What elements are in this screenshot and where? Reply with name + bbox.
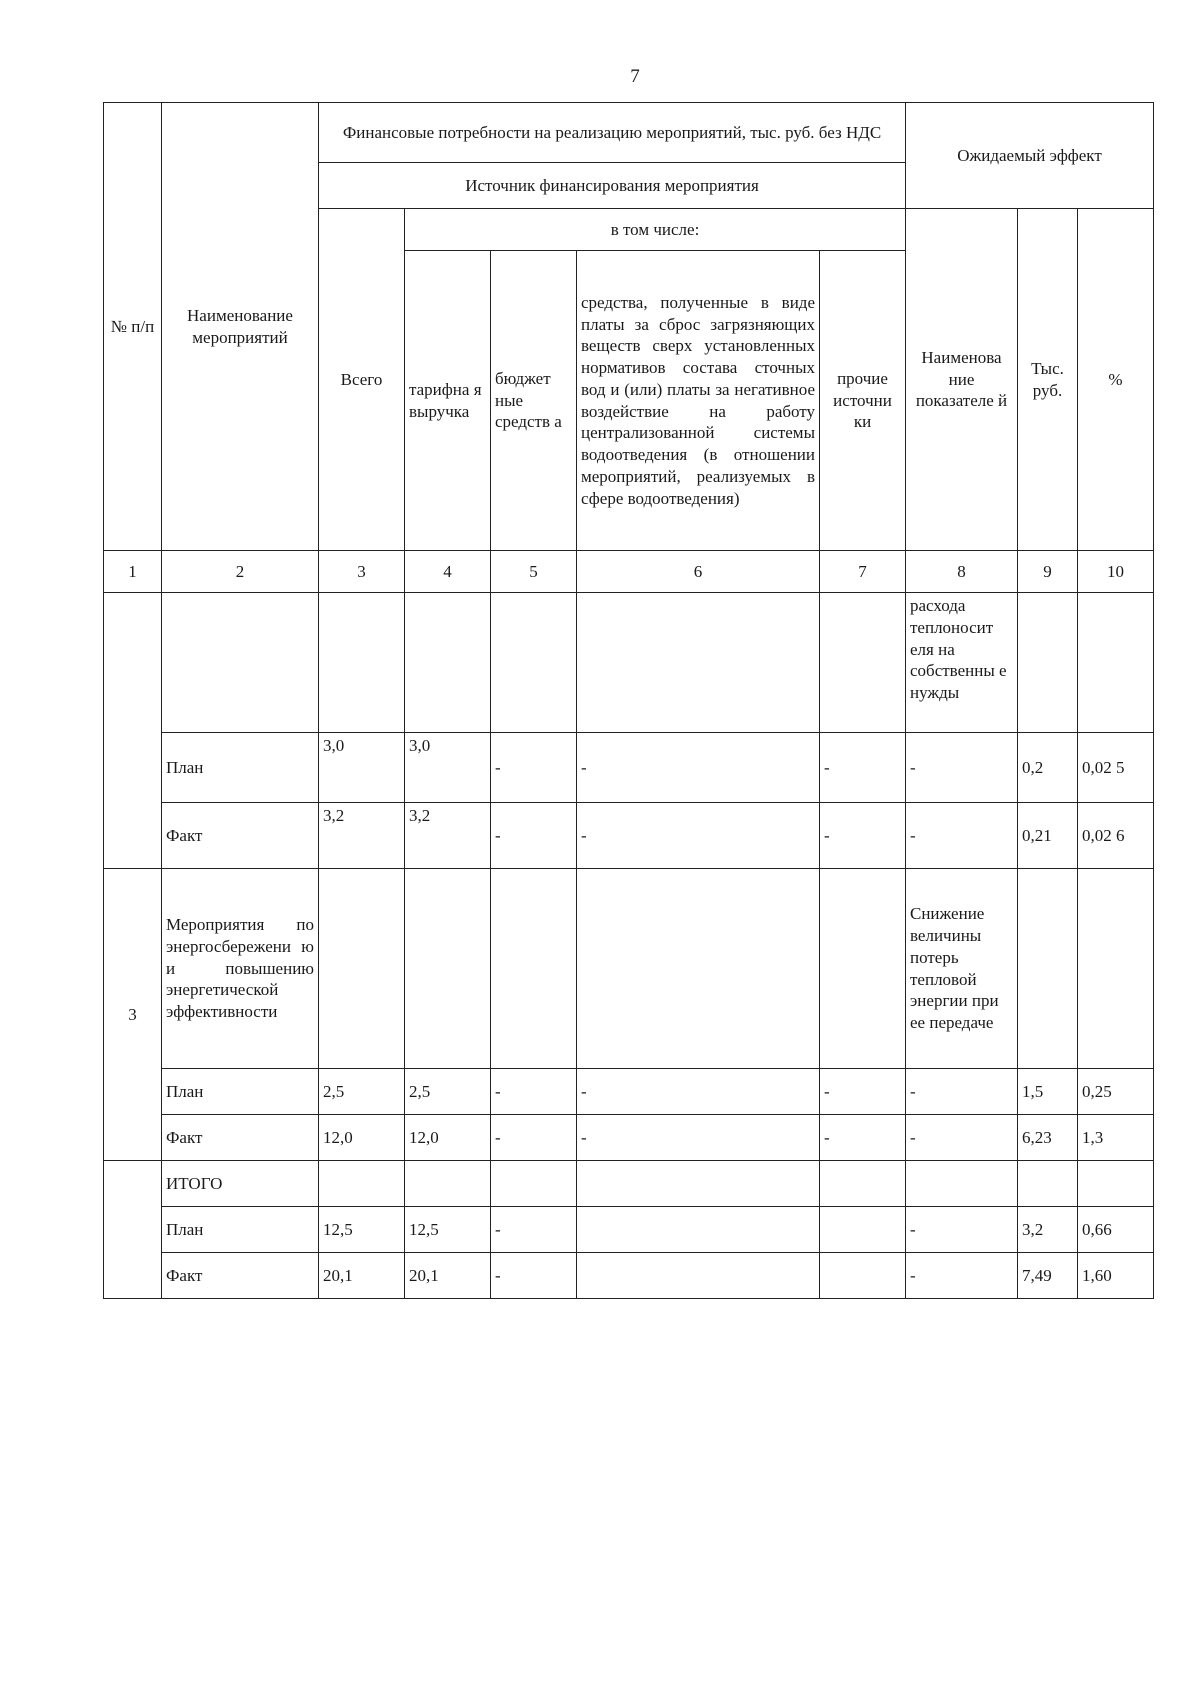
header-total: Всего <box>319 209 405 551</box>
block1-plan-fees: - <box>577 733 820 803</box>
header-source: Источник финансирования мероприятия <box>319 163 906 209</box>
block2-name: Мероприятия по энергосбережени ю и повышению энергетической эффективности <box>162 869 319 1069</box>
table-row <box>104 1207 1154 1253</box>
totals-plan-total: 12,5 <box>319 1207 405 1253</box>
block2-fact-extra: - <box>906 1115 1018 1161</box>
block1-plan-tariff: 3,0 <box>405 733 491 803</box>
page-number: 7 <box>630 66 640 87</box>
block1-fact-budget: - <box>491 803 577 869</box>
block1-plan-budget: - <box>491 733 577 803</box>
block2-plan-other: - <box>820 1069 906 1115</box>
header-fees: средства, полученные в виде платы за сброс загрязняющих веществ сверх установленных нормативов состава сточных вод и (или) платы за негативное воздействие на работу централизованной системы водоотведения (в отношении мероприятий, реализуемых в сфере водоотведения) <box>577 251 820 551</box>
header-including: в том числе: <box>405 209 906 251</box>
block1-plan-label: План <box>162 733 319 803</box>
totals-fact-extra: - <box>906 1253 1018 1299</box>
block2-plan-thousand: 1,5 <box>1018 1069 1078 1115</box>
table-row <box>104 1069 1154 1115</box>
block2-plan-fees: - <box>577 1069 820 1115</box>
table-row <box>104 1161 1154 1207</box>
totals-plan-percent: 0,66 <box>1078 1207 1154 1253</box>
totals-label: ИТОГО <box>162 1161 319 1207</box>
block2-indicator: Снижение величины потерь тепловой энергии при ее передаче <box>906 869 1018 1069</box>
block1-num <box>104 593 162 869</box>
block2-fact-label: Факт <box>162 1115 319 1161</box>
totals-fact-percent: 1,60 <box>1078 1253 1154 1299</box>
block1-fact-label: Факт <box>162 803 319 869</box>
header-col-name: Наименование мероприятий <box>162 103 319 551</box>
block2-fact-thousand: 6,23 <box>1018 1115 1078 1161</box>
financing-table <box>103 102 1154 1299</box>
totals-fact-total: 20,1 <box>319 1253 405 1299</box>
block1-fact-extra: - <box>906 803 1018 869</box>
block1-indicator: расхода теплоносит еля на собственны е нужды <box>906 593 1018 733</box>
block1-fact-other: - <box>820 803 906 869</box>
block1-fact-thousand: 0,21 <box>1018 803 1078 869</box>
totals-plan-extra: - <box>906 1207 1018 1253</box>
colnum-5: 5 <box>491 551 577 593</box>
block2-fact-fees: - <box>577 1115 820 1161</box>
header-tariff: тарифна я выручка <box>405 251 491 551</box>
header-thousand-rub: Тыс. руб. <box>1018 209 1078 551</box>
table-row <box>104 733 1154 803</box>
table-row <box>104 869 1154 1069</box>
block2-fact-budget: - <box>491 1115 577 1161</box>
block1-plan-thousand: 0,2 <box>1018 733 1078 803</box>
block2-plan-percent: 0,25 <box>1078 1069 1154 1115</box>
block1-plan-extra: - <box>906 733 1018 803</box>
block2-fact-tariff: 12,0 <box>405 1115 491 1161</box>
totals-plan-label: План <box>162 1207 319 1253</box>
header-fin-needs: Финансовые потребности на реализацию мероприятий, тыс. руб. без НДС <box>319 103 906 163</box>
block2-fact-other: - <box>820 1115 906 1161</box>
block1-fact-fees: - <box>577 803 820 869</box>
block2-plan-label: План <box>162 1069 319 1115</box>
header-indicator: Наименова ние показателе й <box>906 209 1018 551</box>
block2-num: 3 <box>104 869 162 1161</box>
colnum-4: 4 <box>405 551 491 593</box>
block1-plan-total: 3,0 <box>319 733 405 803</box>
colnum-7: 7 <box>820 551 906 593</box>
block1-fact-percent: 0,02 6 <box>1078 803 1154 869</box>
totals-fact-label: Факт <box>162 1253 319 1299</box>
block1-fact-tariff: 3,2 <box>405 803 491 869</box>
table-row <box>104 803 1154 869</box>
header-expected-effect: Ожидаемый эффект <box>906 103 1154 209</box>
totals-num <box>104 1161 162 1299</box>
colnum-8: 8 <box>906 551 1018 593</box>
totals-fact-thousand: 7,49 <box>1018 1253 1078 1299</box>
colnum-1: 1 <box>104 551 162 593</box>
header-percent: % <box>1078 209 1154 551</box>
colnum-3: 3 <box>319 551 405 593</box>
table-row <box>104 593 1154 733</box>
block1-fact-total: 3,2 <box>319 803 405 869</box>
block1-plan-percent: 0,02 5 <box>1078 733 1154 803</box>
header-other: прочие источни ки <box>820 251 906 551</box>
colnum-2: 2 <box>162 551 319 593</box>
colnum-10: 10 <box>1078 551 1154 593</box>
block2-fact-total: 12,0 <box>319 1115 405 1161</box>
block2-plan-budget: - <box>491 1069 577 1115</box>
block2-plan-total: 2,5 <box>319 1069 405 1115</box>
totals-plan-tariff: 12,5 <box>405 1207 491 1253</box>
table-row <box>104 1253 1154 1299</box>
colnum-9: 9 <box>1018 551 1078 593</box>
colnum-6: 6 <box>577 551 820 593</box>
block1-plan-other: - <box>820 733 906 803</box>
block2-plan-tariff: 2,5 <box>405 1069 491 1115</box>
totals-plan-thousand: 3,2 <box>1018 1207 1078 1253</box>
totals-fact-tariff: 20,1 <box>405 1253 491 1299</box>
block2-plan-extra: - <box>906 1069 1018 1115</box>
totals-plan-budget: - <box>491 1207 577 1253</box>
table-row <box>104 1115 1154 1161</box>
block2-fact-percent: 1,3 <box>1078 1115 1154 1161</box>
totals-fact-budget: - <box>491 1253 577 1299</box>
header-budget: бюджет ные средств а <box>491 251 577 551</box>
header-col-num: № п/п <box>104 103 162 551</box>
